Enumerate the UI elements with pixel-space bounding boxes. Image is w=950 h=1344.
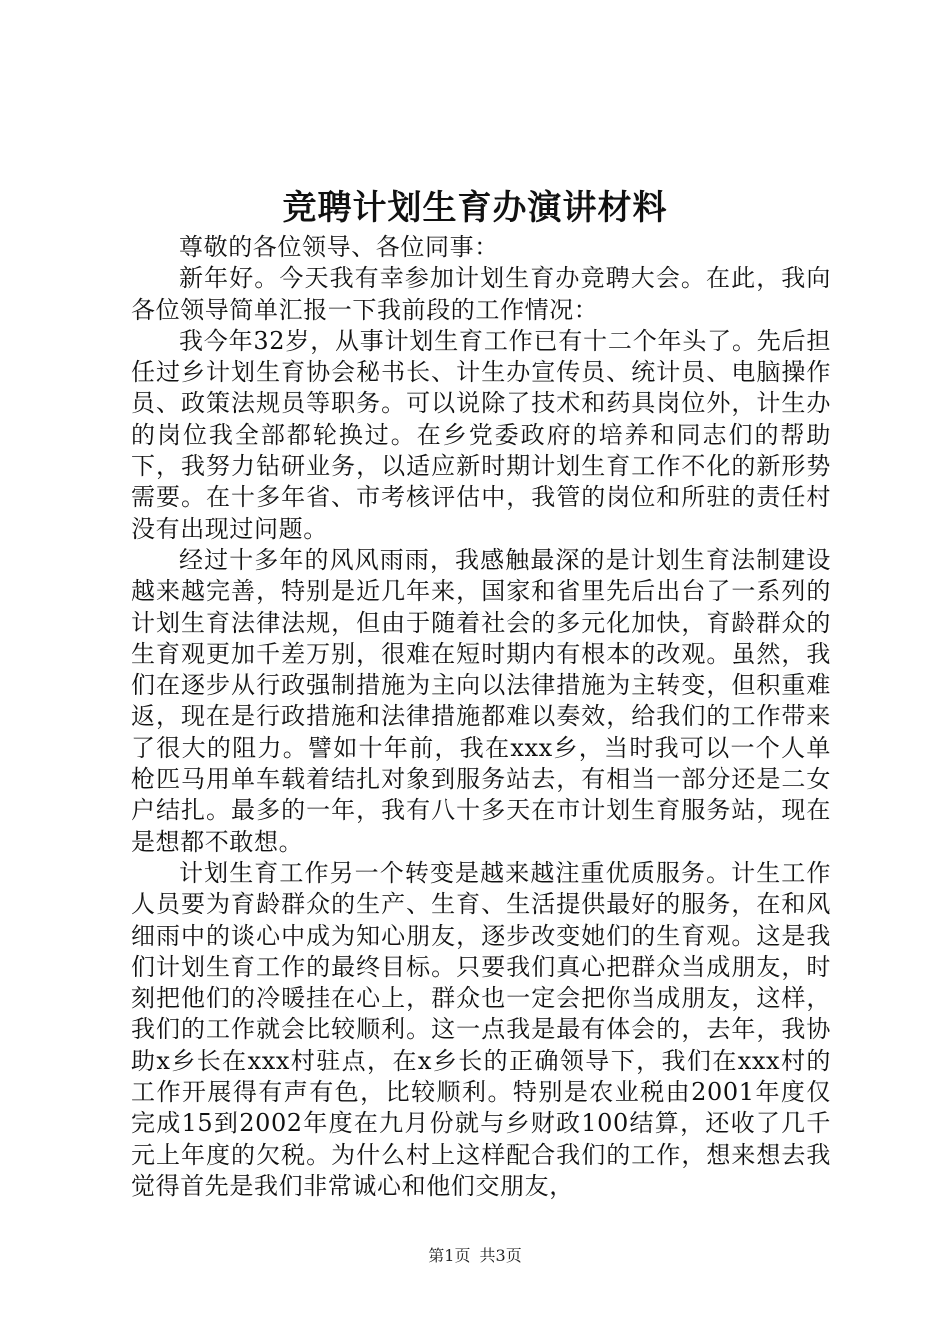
page-number: 第1页 bbox=[428, 1246, 471, 1265]
document-title: 竞聘计划生育办演讲材料 bbox=[282, 188, 668, 228]
legal-change-paragraph: 经过十多年的风风雨雨，我感触最深的是计划生育法制建设越来越完善，特别是近几年来，国家和省里先后出台了一系列的计划生育法律法规，但由于随着社会的多元化加快，育龄群众的生育观更加千差万别，很难在短时期内有根本的改观。虽然，我们在逐步从行政强制措施为主向以法律措施为主转变，但积重难返，现在是行政措施和法律措施都难以奏效，给我们的工作带来了很大的阻力。譬如十年前，我在xxx乡，当时我可以一个人单枪匹马用单车载着结扎对象到服务站去，有相当一部分还是二女户结扎。最多的一年，我有八十多天在市计划生育服务站，现在是想都不敢想。 bbox=[131, 545, 831, 856]
salutation-paragraph: 尊敬的各位领导、各位同事： bbox=[179, 233, 499, 261]
greeting-paragraph: 新年好。今天我有幸参加计划生育办竞聘大会。在此，我向各位领导简单汇报一下我前段的工作情况： bbox=[131, 264, 831, 324]
page-total: 共3页 bbox=[479, 1246, 522, 1265]
service-change-paragraph: 计划生育工作另一个转变是越来越注重优质服务。计生工作人员要为育龄群众的生产、生育、生活提供最好的服务，在和风细雨中的谈心中成为知心朋友，逐步改变她们的生育观。这是我们计划生育工作的最终目标。只要我们真心把群众当成朋友，时刻把他们的冷暖挂在心上，群众也一定会把你当成朋友，这样，我们的工作就会比较顺利。这一点我是最有体会的，去年，我协助x乡长在xxx村驻点，在x乡长的正确领导下，我们在xxx村的工作开展得有声有色，比较顺利。特别是农业税由2001年度仅完成15到2002年度在九月份就与乡财政100结算，还收了几千元上年度的欠税。为什么村上这样配合我们的工作，想来想去我觉得首先是我们非常诚心和他们交朋友， bbox=[131, 858, 831, 1200]
document-body bbox=[131, 232, 831, 1202]
page-footer bbox=[0, 1245, 950, 1267]
experience-paragraph: 我今年32岁，从事计划生育工作已有十二个年头了。先后担任过乡计划生育协会秘书长、计生办宣传员、统计员、电脑操作员、政策法规员等职务。可以说除了技术和药具岗位外，计生办的岗位我全部都轮换过。在乡党委政府的培养和同志们的帮助下，我努力钻研业务，以适应新时期计划生育工作不化的新形势需要。在十多年省、市考核评估中，我管的岗位和所驻的责任村没有出现过问题。 bbox=[131, 326, 831, 543]
